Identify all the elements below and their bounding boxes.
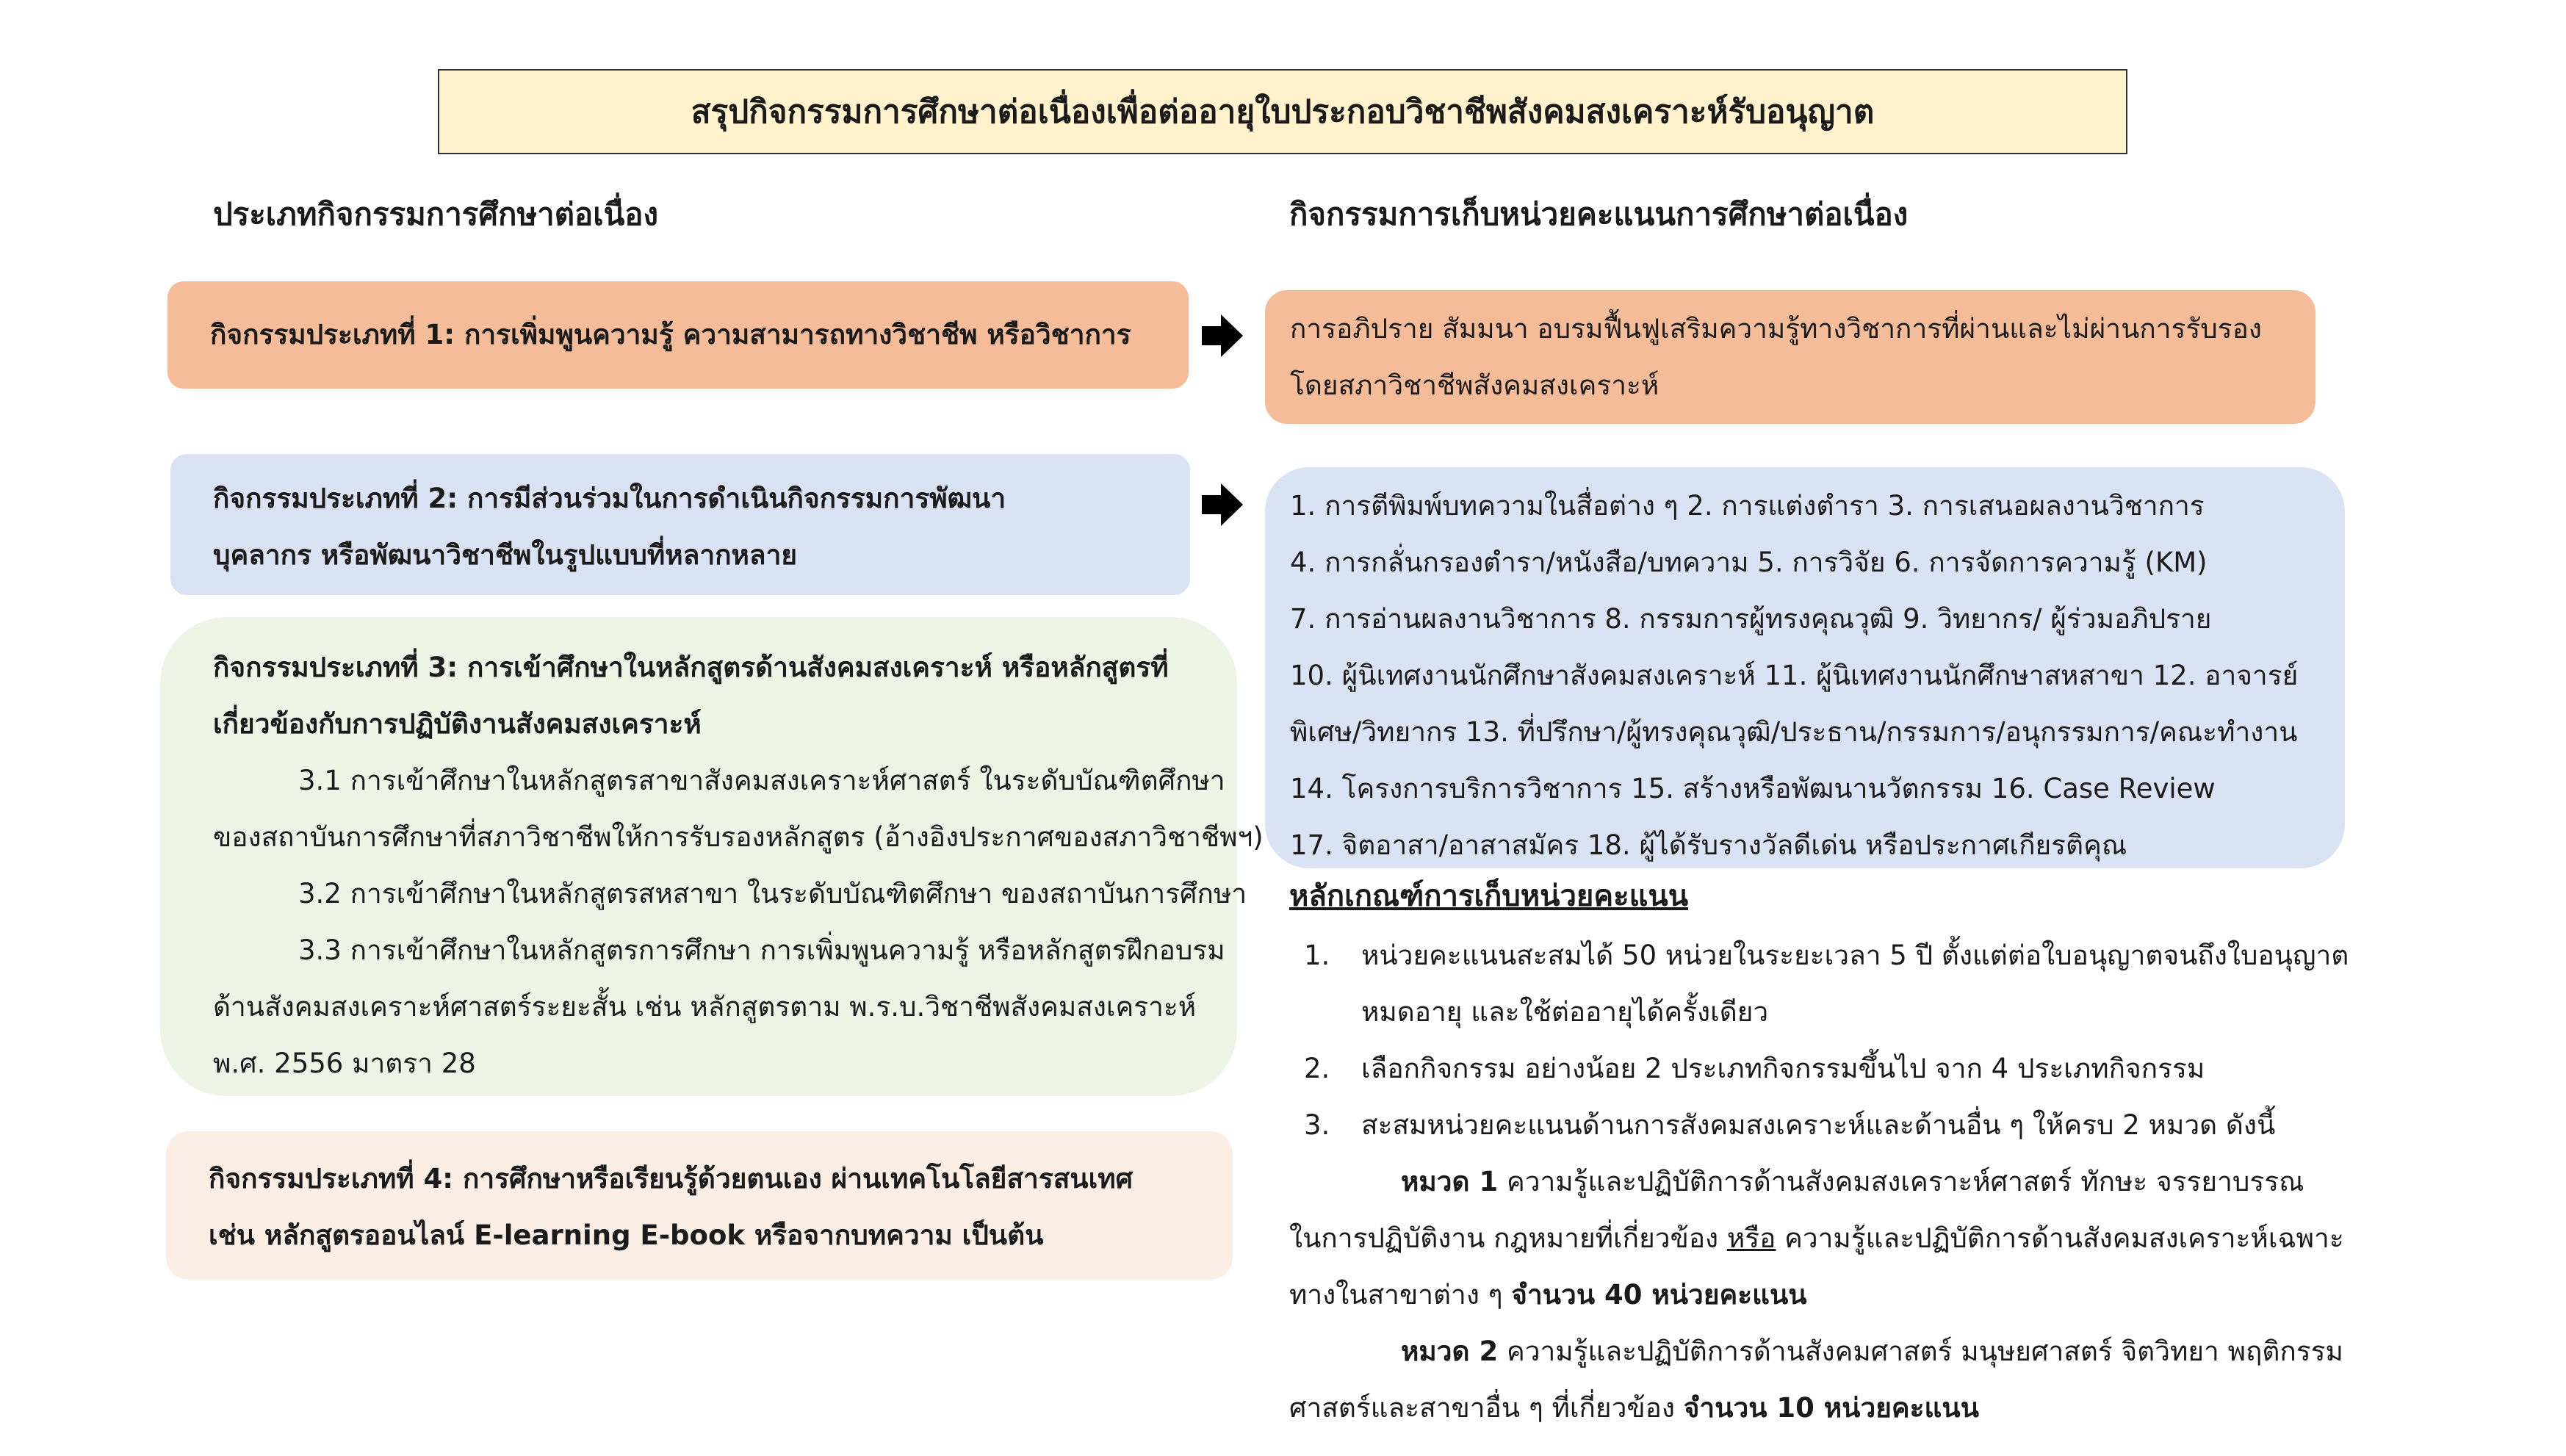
- category-1-text: ความรู้และปฏิบัติการด้านสังคมสงเคราะห์ศาสตร์ ทักษะ จรรยาบรรณ: [1498, 1166, 2304, 1197]
- category-1-text: ในการปฏิบัติงาน กฎหมายที่เกี่ยวข้อง: [1289, 1222, 1727, 1254]
- page-title: สรุปกิจกรรมการศึกษาต่อเนื่องเพื่อต่ออายุใบประกอบวิชาชีพสังคมสงเคราะห์รับอนุญาต: [691, 93, 1875, 131]
- type2-line2: บุคลากร หรือพัฒนาวิชาชีพในรูปแบบที่หลากหลาย: [213, 539, 798, 571]
- activity-type-1-text: กิจกรรมประเภทที่ 1: การเพิ่มพูนความรู้ ความสามารถทางวิชาชีพ หรือวิชาการ: [210, 319, 1131, 350]
- type3-item-3-2: 3.2 การเข้าศึกษาในหลักสูตรสหสาขา ในระดับบัณฑิตศึกษา ของสถาบันการศึกษา: [298, 878, 1247, 909]
- criteria-list: [1289, 927, 2362, 1436]
- activity-type-1-box: [167, 281, 1189, 389]
- type2-detail-line: พิเศษ/วิทยากร 13. ที่ปรึกษา/ผู้ทรงคุณวุฒิ/ประธาน/กรรมการ/อนุกรรมการ/คณะทำงาน: [1290, 716, 2298, 748]
- category-1-label: หมวด 1: [1401, 1166, 1499, 1197]
- criteria-text: เลือกกิจกรรม อย่างน้อย 2 ประเภทกิจกรรมขึ้นไป จาก 4 ประเภทกิจกรรม: [1361, 1053, 2205, 1084]
- type3-head-line2: เกี่ยวข้องกับการปฏิบัติงานสังคมสงเคราะห์: [213, 708, 702, 740]
- activity-type-4-box: [166, 1131, 1233, 1280]
- arrow-right-icon: [1202, 314, 1243, 357]
- category-2-line1: [1289, 1323, 2362, 1380]
- criteria-item-2: [1289, 1040, 2362, 1097]
- type3-item-3-3-cont: พ.ศ. 2556 มาตรา 28: [213, 1048, 476, 1079]
- type2-detail-line: 10. ผู้นิเทศงานนักศึกษาสังคมสงเคราะห์ 11. ผู้นิเทศงานนักศึกษาสหสาขา 12. อาจารย์: [1290, 660, 2299, 691]
- type1-detail-line2: โดยสภาวิชาชีพสังคมสงเคราะห์: [1290, 370, 1659, 401]
- category-1-line1: [1289, 1153, 2362, 1210]
- type3-item-3-1: 3.1 การเข้าศึกษาในหลักสูตรสาขาสังคมสงเคราะห์ศาสตร์ ในระดับบัณฑิตศึกษา: [298, 765, 1225, 796]
- category-1-line3: [1289, 1266, 2362, 1323]
- category-1-text: ทางในสาขาต่าง ๆ: [1289, 1279, 1512, 1311]
- type2-line1: กิจกรรมประเภทที่ 2: การมีส่วนร่วมในการดำเนินกิจกรรมการพัฒนา: [213, 483, 1006, 514]
- type3-item-3-3-cont: ด้านสังคมสงเคราะห์ศาสตร์ระยะสั้น เช่น หลักสูตรตาม พ.ร.บ.วิชาชีพสังคมสงเคราะห์: [213, 991, 1197, 1023]
- criteria-text: หน่วยคะแนนสะสมได้ 50 หน่วยในระยะเวลา 5 ปี ตั้งแต่ต่อใบอนุญาตจนถึงใบอนุญาต: [1361, 940, 2349, 971]
- criteria-text: สะสมหน่วยคะแนนด้านการสังคมสงเคราะห์และด้านอื่น ๆ ให้ครบ 2 หมวด ดังนี้: [1361, 1109, 2276, 1141]
- type2-detail-line: 1. การตีพิมพ์บทความในสื่อต่าง ๆ 2. การแต่งตำรา 3. การเสนอผลงานวิชาการ: [1290, 490, 2205, 522]
- criteria-heading: หลักเกณฑ์การเก็บหน่วยคะแนน: [1289, 879, 1689, 913]
- criteria-number: 3.: [1304, 1109, 1330, 1141]
- category-1-text: ความรู้และปฏิบัติการด้านสังคมสงเคราะห์เฉพาะ: [1776, 1222, 2344, 1254]
- activity-type-1-detail-box: [1265, 290, 2315, 424]
- type4-line1: กิจกรรมประเภทที่ 4: การศึกษาหรือเรียนรู้ด้วยตนเอง ผ่านเทคโนโลยีสารสนเทศ: [209, 1163, 1134, 1194]
- type2-detail-line: 4. การกลั่นกรองตำรา/หนังสือ/บทความ 5. การวิจัย 6. การจัดการความรู้ (KM): [1290, 547, 2208, 578]
- criteria-item-3: [1289, 1097, 2362, 1153]
- right-heading: กิจกรรมการเก็บหน่วยคะแนนการศึกษาต่อเนื่อง: [1289, 196, 1909, 232]
- type2-detail-line: 14. โครงการบริการวิชาการ 15. สร้างหรือพัฒนานวัตกรรม 16. Case Review: [1290, 773, 2216, 804]
- type1-detail-line1: การอภิปราย สัมมนา อบรมฟื้นฟูเสริมความรู้ทางวิชาการที่ผ่านและไม่ผ่านการรับรอง: [1290, 313, 2262, 345]
- type3-item-3-1-cont: ของสถาบันการศึกษาที่สภาวิชาชีพให้การรับรองหลักสูตร (อ้างอิงประกาศของสภาวิชาชีพฯ): [213, 821, 1264, 853]
- type3-item-3-3: 3.3 การเข้าศึกษาในหลักสูตรการศึกษา การเพิ่มพูนความรู้ หรือหลักสูตรฝึกอบรม: [298, 934, 1225, 966]
- type3-head-line1: กิจกรรมประเภทที่ 3: การเข้าศึกษาในหลักสูตรด้านสังคมสงเคราะห์ หรือหลักสูตรที่: [213, 652, 1169, 683]
- arrow-right-icon: [1202, 483, 1243, 526]
- activity-type-3-box: [160, 617, 1264, 1096]
- left-heading: ประเภทกิจกรรมการศึกษาต่อเนื่อง: [213, 196, 659, 232]
- type4-line2: เช่น หลักสูตรออนไลน์ E-learning E-book หรือจากบทความ เป็นต้น: [209, 1219, 1044, 1251]
- category-2-units: จำนวน 10 หน่วยคะแนน: [1683, 1392, 1979, 1424]
- category-1-units: จำนวน 40 หน่วยคะแนน: [1511, 1279, 1807, 1311]
- or-text: หรือ: [1726, 1222, 1776, 1254]
- category-2-text: ความรู้และปฏิบัติการด้านสังคมศาสตร์ มนุษยศาสตร์ จิตวิทยา พฤติกรรม: [1498, 1336, 2343, 1367]
- activity-type-2-box: [170, 454, 1190, 595]
- category-1-line2: [1289, 1210, 2362, 1266]
- type2-detail-line: 7. การอ่านผลงานวิชาการ 8. กรรมการผู้ทรงคุณวุฒิ 9. วิทยากร/ ผู้ร่วมอภิปราย: [1290, 603, 2212, 635]
- category-2-text: ศาสตร์และสาขาอื่น ๆ ที่เกี่ยวข้อง: [1289, 1392, 1684, 1424]
- category-2-line2: [1289, 1380, 2362, 1436]
- criteria-number: 1.: [1304, 940, 1330, 971]
- title-box: [438, 69, 2127, 154]
- type2-detail-line: 17. จิตอาสา/อาสาสมัคร 18. ผู้ได้รับรางวัลดีเด่น หรือประกาศเกียรติคุณ: [1290, 829, 2127, 861]
- criteria-item-1: [1289, 927, 2362, 1040]
- category-2-label: หมวด 2: [1401, 1336, 1499, 1367]
- criteria-text: หมดอายุ และใช้ต่ออายุได้ครั้งเดียว: [1361, 996, 1769, 1028]
- activity-type-2-detail-box: [1265, 467, 2345, 868]
- criteria-number: 2.: [1304, 1053, 1330, 1084]
